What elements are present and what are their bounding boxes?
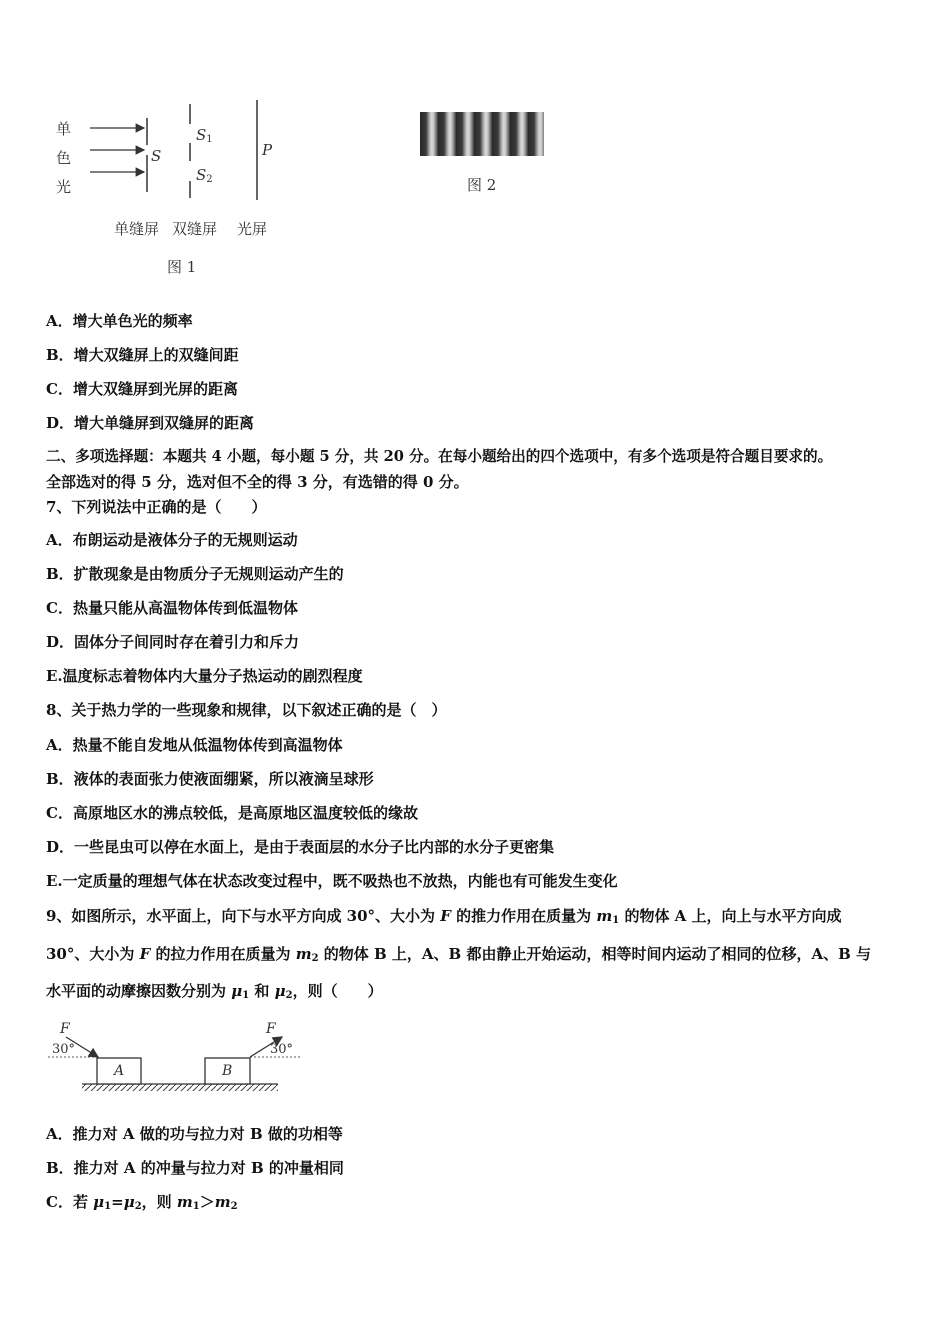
force-diagram-drawing [0,0,320,1100]
q9-stem-line-1: 9、如图所示，水平面上，向下与水平方向成 30°、大小为 F 的推力作用在质量为 $m_1$ 的物体 A 上，向上与水平方向成 [46,907,842,926]
p-label: P [262,141,273,159]
q9-stem-line-2: 30°、大小为 F 的拉力作用在质量为 $m_2$ 的物体 B 上，A、B 都由静止开始运动，相等时间内运动了相同的位移，A、B 与 [46,945,871,964]
q8-option-b: B．液体的表面张力使液面绷紧，所以液滴呈球形 [46,770,374,788]
q7-option-e: E.温度标志着物体内大量分子热运动的剧烈程度 [46,667,363,685]
light-screen-label: 光屏 [237,220,268,238]
s1-label: $S_1$ [196,126,213,145]
figure-1-caption: 图 1 [167,258,197,276]
interference-fringes [420,112,544,156]
s2-label: $S_2$ [196,166,213,185]
q8-option-a: A．热量不能自发地从低温物体传到高温物体 [46,736,343,754]
angle-label-a: 30° [52,1042,76,1057]
q7-option-d: D．固体分子间同时存在着引力和斥力 [46,633,300,651]
ground-hatching [82,1084,278,1091]
force-label-b: F [266,1021,276,1037]
q9-stem-line-3: 水平面的动摩擦因数分别为 $\mu_1$ 和 $\mu_2$，则（ ） [46,982,383,1001]
single-slit-screen-label: 单缝屏 [114,220,160,238]
q8-option-e: E.一定质量的理想气体在状态改变过程中，既不吸热也不放热，内能也有可能发生变化 [46,872,618,890]
light-label-char-2: 色 [56,149,72,167]
q8-stem: 8、关于热力学的一些现象和规律，以下叙述正确的是（ ） [46,701,447,719]
q9-option-b: B．推力对 A 的冲量与拉力对 B 的冲量相同 [46,1159,344,1177]
q6-option-d: D．增大单缝屏到双缝屏的距离 [46,414,255,432]
section-2-line-1: 二、多项选择题：本题共 4 小题，每小题 5 分，共 20 分。在每小题给出的四个选项中，有多个选项是符合题目要求的。 [46,448,833,465]
force-label-a: F [60,1021,70,1037]
q6-option-b: B．增大双缝屏上的双缝间距 [46,346,239,364]
section-2-line-2: 全部选对的得 5 分，选对但不全的得 3 分，有选错的得 0 分。 [46,473,469,491]
light-label-char-3: 光 [56,178,72,196]
block-b-label: B [222,1063,233,1079]
q7-option-a: A．布朗运动是液体分子的无规则运动 [46,531,298,549]
light-label-char-1: 单 [56,120,72,138]
q9-option-a: A．推力对 A 做的功与拉力对 B 做的功相等 [46,1125,343,1143]
figure-2-caption: 图 2 [467,176,497,194]
double-slit-screen-label: 双缝屏 [172,220,218,238]
q8-option-d: D．一些昆虫可以停在水面上，是由于表面层的水分子比内部的水分子更密集 [46,838,555,856]
q7-option-c: C．热量只能从高温物体传到低温物体 [46,599,298,617]
s-label: S [151,147,162,165]
q8-option-c: C．高原地区水的沸点较低，是高原地区温度较低的缘故 [46,804,418,822]
q6-option-c: C．增大双缝屏到光屏的距离 [46,380,238,398]
block-a-label: A [114,1063,125,1079]
q9-option-c: C．若 $\mu_1=\mu_2$，则 $m_1>m_2$ [46,1193,238,1212]
q6-option-a: A．增大单色光的频率 [46,312,193,330]
q7-stem: 7、下列说法中正确的是（ ） [46,498,267,516]
angle-label-b: 30° [270,1042,294,1057]
q7-option-b: B．扩散现象是由物质分子无规则运动产生的 [46,565,344,583]
